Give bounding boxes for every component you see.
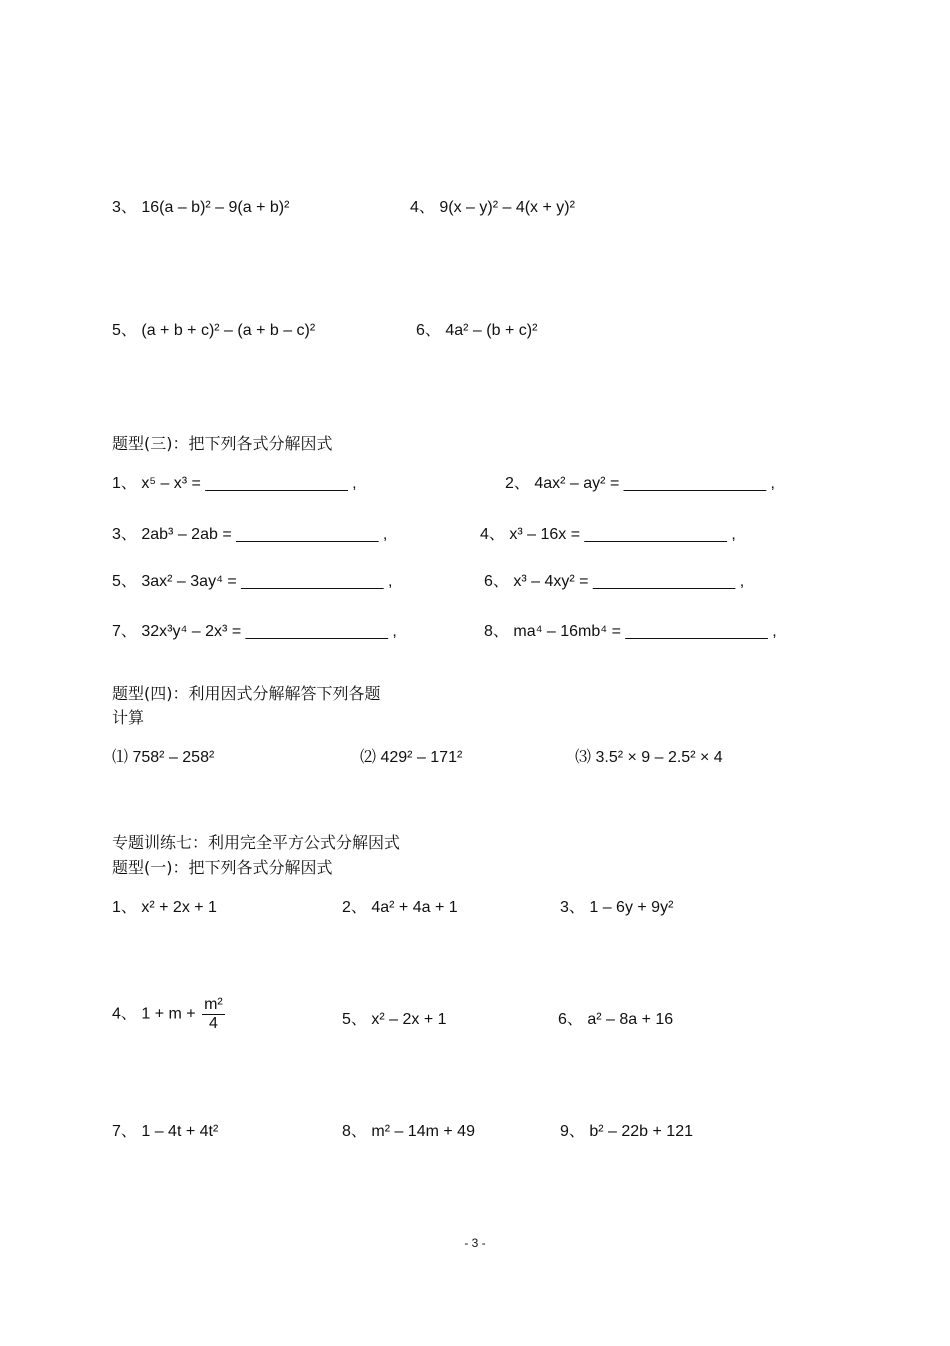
problem-number: 5、 bbox=[112, 573, 137, 590]
problem-expression: 32x³y⁴ – 2x³ = ________________ , bbox=[141, 623, 397, 640]
problem-expression: x³ – 16x = ________________ , bbox=[509, 526, 736, 543]
section-title: 专题训练七：利用完全平方公式分解因式 bbox=[112, 833, 401, 852]
problem-number: ⑴ bbox=[112, 749, 129, 766]
square-problem bbox=[342, 898, 458, 918]
problem-expression: 3ax² – 3ay⁴ = ________________ , bbox=[141, 573, 393, 590]
problem-expression: a² – 8a + 16 bbox=[587, 1011, 674, 1028]
fraction-numerator: m² bbox=[204, 996, 223, 1013]
problem-expression: x⁵ – x³ = ________________ , bbox=[141, 475, 357, 492]
problem-expression: 429² – 171² bbox=[380, 749, 463, 766]
problem-number: 9、 bbox=[560, 1123, 585, 1140]
compute-problem bbox=[360, 748, 462, 768]
problem-number: 8、 bbox=[342, 1123, 367, 1140]
fill-problem bbox=[112, 474, 357, 494]
problem-number: 4、 bbox=[480, 526, 505, 543]
problem-expression: 9(x – y)² – 4(x + y)² bbox=[439, 199, 575, 216]
problem-expression: x² + 2x + 1 bbox=[141, 899, 217, 916]
fill-problem bbox=[484, 572, 744, 592]
section-title: 题型(三)：把下列各式分解因式 bbox=[112, 434, 333, 453]
fill-problem bbox=[505, 474, 775, 494]
problem-expression: 4a² + 4a + 1 bbox=[371, 899, 458, 916]
problem-expression: ma⁴ – 16mb⁴ = ________________ , bbox=[513, 623, 777, 640]
problem-3 bbox=[112, 198, 289, 218]
problem-number: 2、 bbox=[342, 899, 367, 916]
problem-number: 3、 bbox=[112, 526, 137, 543]
problem-number: ⑵ bbox=[360, 749, 377, 766]
fill-problem bbox=[112, 622, 397, 642]
fill-problem bbox=[484, 622, 777, 642]
square-problem bbox=[342, 1010, 447, 1030]
page-number: - 3 - bbox=[464, 1236, 486, 1250]
square-problem bbox=[112, 996, 227, 1033]
section-subtitle: 题型(一)：把下列各式分解因式 bbox=[112, 858, 333, 877]
problem-number: 4、 bbox=[410, 199, 435, 216]
section-title: 题型(四)：利用因式分解解答下列各题 bbox=[112, 684, 381, 703]
problem-number: 6、 bbox=[558, 1011, 583, 1028]
problem-number: ⑶ bbox=[575, 749, 592, 766]
compute-problem bbox=[575, 748, 723, 768]
problem-number: 5、 bbox=[112, 322, 137, 339]
problem-4 bbox=[410, 198, 575, 218]
compute-problem bbox=[112, 748, 214, 768]
problem-expression: 4ax² – ay² = ________________ , bbox=[534, 475, 775, 492]
problem-expression: (a + b + c)² – (a + b – c)² bbox=[141, 322, 316, 339]
problem-number: 6、 bbox=[484, 573, 509, 590]
problem-expression: 4a² – (b + c)² bbox=[445, 322, 538, 339]
problem-number: 8、 bbox=[484, 623, 509, 640]
problem-number: 7、 bbox=[112, 1123, 137, 1140]
problem-number: 3、 bbox=[112, 199, 137, 216]
problem-number: 4、 bbox=[112, 1005, 137, 1023]
square-problem bbox=[558, 1010, 673, 1030]
problem-number: 1、 bbox=[112, 899, 137, 916]
problem-expression: b² – 22b + 121 bbox=[589, 1123, 693, 1140]
problem-6 bbox=[416, 321, 537, 341]
square-problem bbox=[560, 1122, 693, 1142]
problem-number: 3、 bbox=[560, 899, 585, 916]
problem-expression: m² – 14m + 49 bbox=[371, 1123, 475, 1140]
problem-expression: x³ – 4xy² = ________________ , bbox=[513, 573, 745, 590]
square-problem bbox=[112, 898, 217, 918]
square-problem bbox=[560, 898, 673, 918]
problem-expression: 2ab³ – 2ab = ________________ , bbox=[141, 526, 388, 543]
fraction-denominator: 4 bbox=[208, 1015, 218, 1032]
square-problem bbox=[342, 1122, 475, 1142]
problem-number: 2、 bbox=[505, 475, 530, 492]
fill-problem bbox=[112, 572, 392, 592]
problem-expression: 1 – 6y + 9y² bbox=[589, 899, 674, 916]
problem-5 bbox=[112, 321, 315, 341]
problem-number: 5、 bbox=[342, 1011, 367, 1028]
square-problem bbox=[112, 1122, 218, 1142]
section-subtitle: 计算 bbox=[112, 708, 145, 727]
problem-expression: 3.5² × 9 – 2.5² × 4 bbox=[595, 749, 723, 766]
fill-problem bbox=[112, 525, 387, 545]
problem-number: 6、 bbox=[416, 322, 441, 339]
fill-problem bbox=[480, 525, 736, 545]
problem-expression: x² – 2x + 1 bbox=[371, 1011, 447, 1028]
fraction bbox=[202, 996, 225, 1033]
problem-expression: 1 – 4t + 4t² bbox=[141, 1123, 219, 1140]
problem-number: 7、 bbox=[112, 623, 137, 640]
problem-number: 1、 bbox=[112, 475, 137, 492]
problem-expression: 16(a – b)² – 9(a + b)² bbox=[141, 199, 290, 216]
problem-expression: 1 + m + bbox=[141, 1005, 201, 1023]
problem-expression: 758² – 258² bbox=[132, 749, 215, 766]
